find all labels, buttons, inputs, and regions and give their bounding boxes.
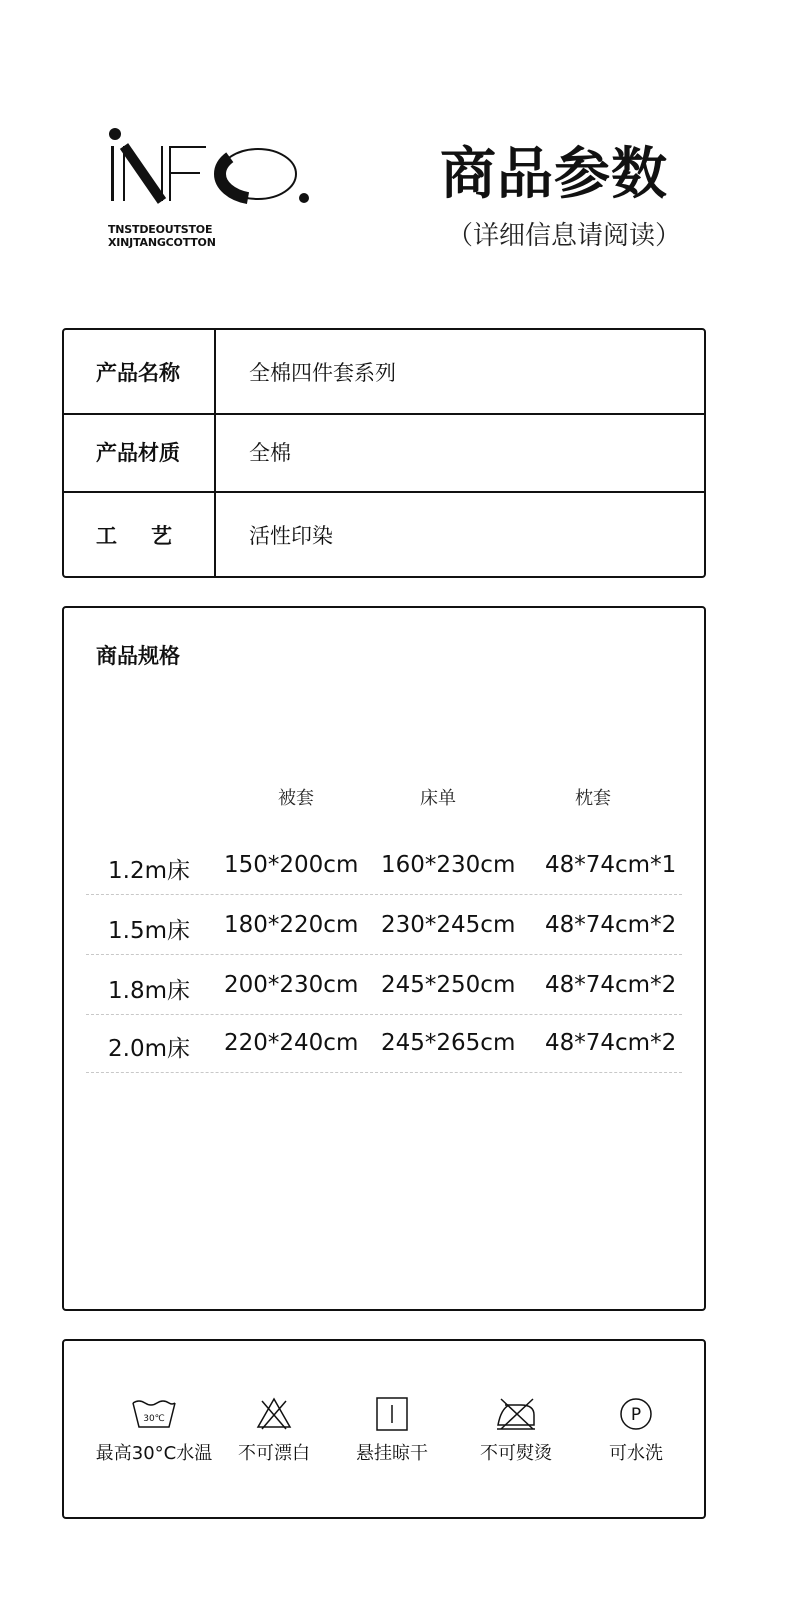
care-item (332, 1397, 452, 1465)
pillow-cell: 48*74cm*2 (545, 972, 677, 998)
duvet-cell: 220*240cm (224, 1030, 359, 1056)
info-value: 活性印染 (249, 523, 333, 548)
care-label: 悬挂晾干 (356, 1443, 428, 1464)
hang-dry-icon (376, 1397, 408, 1431)
table-row (86, 894, 682, 955)
table-row (86, 834, 682, 895)
info-row-material (64, 413, 704, 493)
info-row-name (64, 330, 704, 415)
info-label: 产品名称 (64, 330, 216, 413)
no-iron-icon (495, 1397, 537, 1431)
care-label: 可水洗 (609, 1443, 663, 1464)
logo-tagline-1: TNSTDEOUTSTOE (108, 223, 213, 236)
sheet-cell: 230*245cm (381, 912, 516, 938)
column-header-pillow: 枕套 (575, 788, 611, 809)
duvet-cell: 150*200cm (224, 852, 359, 878)
info-value: 全棉四件套系列 (249, 360, 396, 385)
product-info-table (62, 328, 706, 578)
care-label: 最高30°C水温 (95, 1443, 213, 1464)
no-bleach-icon (256, 1397, 292, 1431)
pillow-cell: 48*74cm*2 (545, 1030, 677, 1056)
table-row (86, 1012, 682, 1073)
duvet-cell: 180*220cm (224, 912, 359, 938)
spec-title: 商品规格 (96, 644, 180, 668)
info-label: 工艺 (64, 493, 216, 576)
care-item (456, 1397, 576, 1465)
svg-text:30℃: 30℃ (143, 1414, 165, 1424)
wash-30-icon (131, 1397, 177, 1431)
page-subtitle: （详细信息请阅读） (447, 221, 682, 251)
size-cell: 1.8m床 (108, 978, 190, 1004)
page-title: 商品参数 (440, 142, 668, 207)
care-label: 不可漂白 (238, 1443, 310, 1464)
table-row (86, 954, 682, 1015)
column-header-sheet: 床单 (420, 788, 456, 809)
care-label: 不可熨烫 (480, 1443, 552, 1464)
sheet-cell: 245*265cm (381, 1030, 516, 1056)
info-label: 产品材质 (64, 413, 216, 491)
care-instructions-card (62, 1339, 706, 1519)
size-cell: 2.0m床 (108, 1036, 190, 1062)
brand-logo (108, 128, 318, 248)
column-header-duvet: 被套 (278, 788, 314, 809)
pillow-cell: 48*74cm*2 (545, 912, 677, 938)
dry-clean-p-icon (619, 1397, 653, 1431)
sheet-cell: 245*250cm (381, 972, 516, 998)
logo-tagline-2: XINJTANGCOTTON (108, 236, 216, 249)
info-logo-icon (108, 128, 318, 218)
care-item (94, 1397, 214, 1465)
info-value: 全棉 (249, 441, 291, 465)
care-item (214, 1397, 334, 1465)
duvet-cell: 200*230cm (224, 972, 359, 998)
info-row-craft (64, 493, 704, 576)
size-cell: 1.2m床 (108, 858, 190, 884)
pillow-cell: 48*74cm*1 (545, 852, 677, 878)
size-cell: 1.5m床 (108, 918, 190, 944)
spec-card (62, 606, 706, 1311)
care-item (576, 1397, 696, 1465)
svg-text:P: P (630, 1405, 642, 1425)
sheet-cell: 160*230cm (381, 852, 516, 878)
